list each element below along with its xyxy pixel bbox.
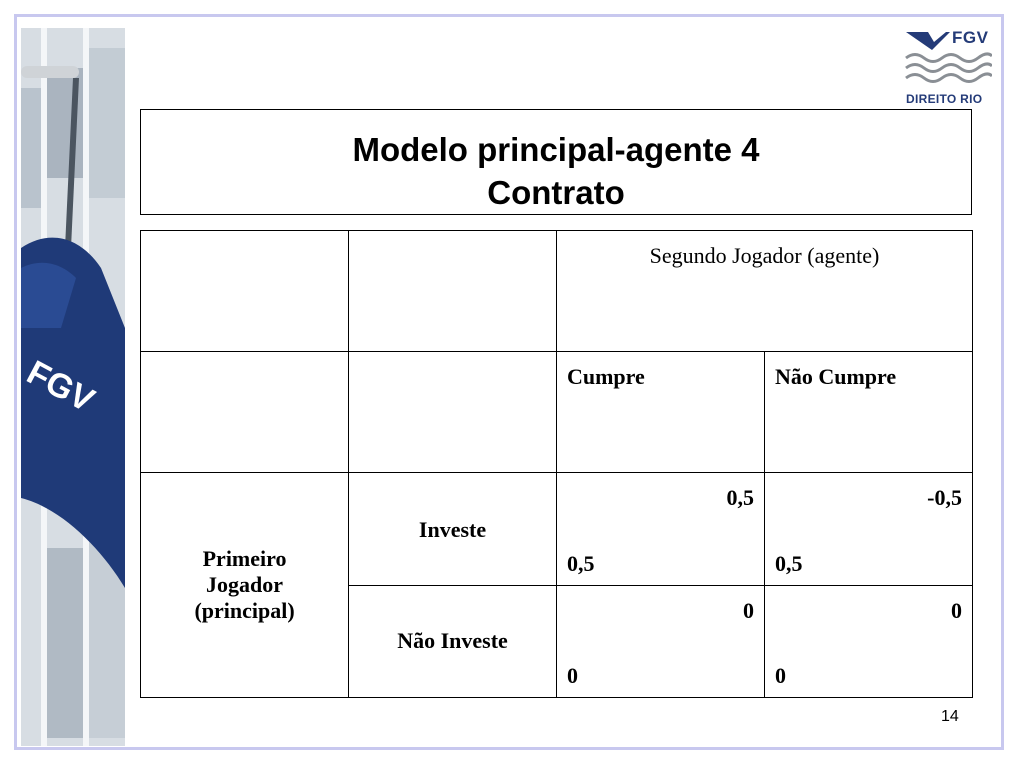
strategy-nao-investe: Não Investe bbox=[397, 628, 508, 653]
strategy-nao-investe-cell bbox=[349, 586, 557, 698]
payoff-cell bbox=[556, 586, 764, 698]
strategy-nao-cumpre: Não Cumpre bbox=[774, 364, 897, 389]
title-line-2: Contrato bbox=[487, 174, 625, 211]
table-cell-empty bbox=[141, 352, 349, 473]
table-cell-empty bbox=[349, 352, 557, 473]
logo-brand: FGV bbox=[952, 28, 989, 47]
first-player-header-cell bbox=[141, 473, 349, 698]
payoff-agent: 0 bbox=[742, 598, 754, 623]
payoff-agent: -0,5 bbox=[927, 485, 962, 510]
payoff-principal: 0 bbox=[774, 663, 786, 688]
payoff-principal: 0,5 bbox=[566, 551, 595, 576]
page-number: 14 bbox=[941, 708, 959, 725]
page-title bbox=[141, 128, 971, 214]
payoff-agent: 0,5 bbox=[726, 485, 754, 510]
payoff-table bbox=[140, 230, 973, 698]
first-player-line-2: Jogador bbox=[206, 572, 284, 597]
table-cell-empty bbox=[141, 231, 349, 352]
strategy-cumpre: Cumpre bbox=[566, 364, 645, 389]
strategy-nao-cumpre-cell bbox=[764, 352, 972, 473]
strategy-investe-cell bbox=[349, 473, 557, 586]
payoff-principal: 0 bbox=[566, 663, 578, 688]
title-box bbox=[140, 109, 972, 215]
payoff-cell bbox=[556, 473, 764, 586]
table-cell-empty bbox=[349, 231, 557, 352]
fgv-flag-photo bbox=[21, 28, 125, 746]
second-player-header: Segundo Jogador (agente) bbox=[649, 243, 880, 268]
first-player-line-3: (principal) bbox=[194, 598, 295, 623]
second-player-header-cell bbox=[556, 231, 972, 352]
strategy-cumpre-cell bbox=[556, 352, 764, 473]
svg-text:FGV: FGV bbox=[21, 353, 101, 420]
logo-subtitle: DIREITO RIO bbox=[906, 92, 983, 106]
first-player-line-1: Primeiro bbox=[202, 546, 287, 571]
payoff-cell bbox=[764, 473, 972, 586]
title-line-1: Modelo principal-agente 4 bbox=[352, 131, 760, 168]
flag-icon bbox=[21, 28, 125, 746]
strategy-investe: Investe bbox=[418, 517, 487, 542]
payoff-agent: 0 bbox=[951, 598, 962, 623]
payoff-cell bbox=[764, 586, 972, 698]
payoff-principal: 0,5 bbox=[774, 551, 803, 576]
